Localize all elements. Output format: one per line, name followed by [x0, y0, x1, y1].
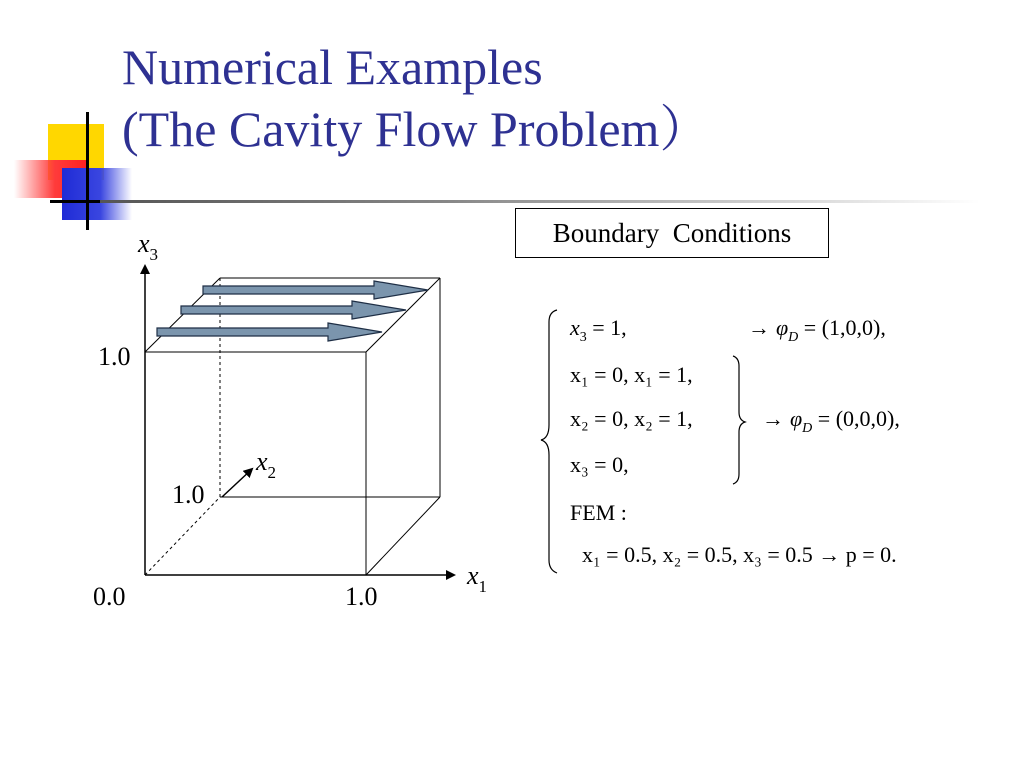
fem-equation: x₁ = 0.5, x₂ = 0.5, x₃ = 0.5 → p = 0.: [582, 542, 897, 567]
tick-x3: 1.0: [98, 342, 131, 371]
eq1-lhs: $x_3 = 1$,: [570, 315, 627, 345]
eq2: x₁ = 0, x₁ = 1,: [570, 362, 693, 387]
title-line-1: Numerical Examples: [122, 39, 543, 95]
tick-x2: 1.0: [172, 480, 205, 509]
eq3: x₂ = 0, x₂ = 1,: [570, 406, 693, 431]
title-line-2: (The Cavity Flow Problem）: [122, 101, 710, 157]
eq-group-rhs: → $\varphi_D = (0,0,0)$,: [762, 406, 900, 436]
tick-x1: 1.0: [345, 582, 378, 611]
x3-axis-label: $x_3$: [138, 229, 159, 264]
x2-axis-label: $x_2$: [256, 447, 277, 482]
eq1-rhs: → $\varphi_D = (1,0,0)$,: [748, 315, 886, 345]
left-brace: [541, 310, 557, 573]
right-brace: [733, 356, 745, 484]
tick-origin: 0.0: [93, 582, 126, 611]
boundary-conditions-box: Boundary Conditions: [515, 208, 829, 258]
fem-label: FEM :: [570, 500, 627, 525]
x1-axis-label: $x_1$: [467, 561, 488, 596]
eq4: x₃ = 0,: [570, 452, 629, 477]
